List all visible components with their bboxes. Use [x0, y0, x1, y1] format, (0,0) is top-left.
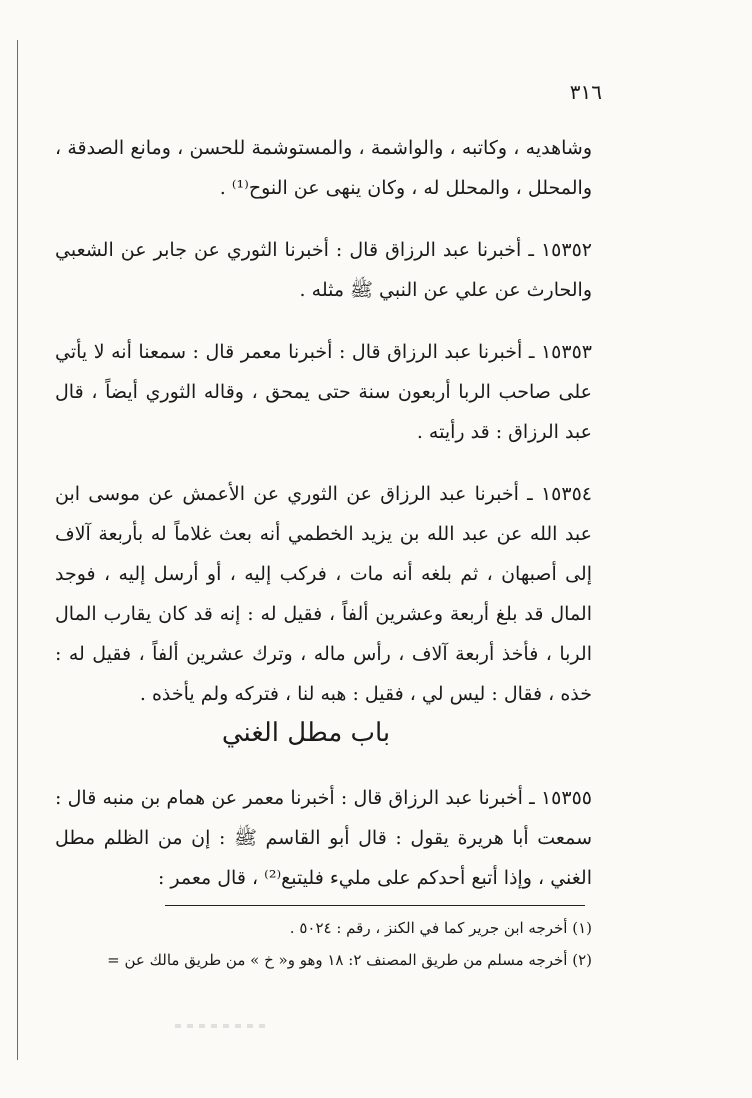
hadith-15355: ١٥٣٥٥ ـ أخبرنا عبد الرزاق قال : أخبرنا معمر عن همام بن منبه قال : سمعت أبا هريرة يقول : قال أبو القاسم ﷺ : إن من الظلم مطل الغني ، وإذا أتبع أحدكم على مليء فليتبع⁽²⁾ ، قال معمر :: [55, 787, 592, 889]
chapter-text: [55, 778, 592, 920]
footnote-divider: [165, 905, 585, 906]
scan-smudge: [175, 1024, 265, 1028]
chapter-heading: باب مطل الغني: [221, 718, 391, 748]
paragraph-1: وشاهديه ، وكاتبه ، والواشمة ، والمستوشمة للحسن ، ومانع الصدقة ، والمحلل ، والمحلل له ، وكان ينهى عن النوح⁽¹⁾ .: [55, 137, 592, 199]
hadith-15352: ١٥٣٥٢ ـ أخبرنا عبد الرزاق قال : أخبرنا الثوري عن جابر عن الشعبي والحارث عن علي عن النبي ﷺ مثله .: [55, 239, 592, 301]
footnote-2: (٢) أخرجه مسلم من طريق المصنف ٢: ١٨ وهو و« خ » من طريق مالك عن =: [107, 951, 592, 969]
main-text: [55, 128, 592, 736]
footnotes: [60, 912, 592, 976]
hadith-15353: ١٥٣٥٣ ـ أخبرنا عبد الرزاق قال : أخبرنا معمر قال : سمعنا أنه لا يأتي على صاحب الربا أربعون سنة حتى يمحق ، وقاله الثوري أيضاً ، قال عبد الرزاق : قد رأيته .: [55, 341, 592, 443]
hadith-15354: ١٥٣٥٤ ـ أخبرنا عبد الرزاق عن الثوري عن الأعمش عن موسى ابن عبد الله عن عبد الله بن يزيد الخطمي أنه بعث غلاماً له بأربعة آلاف إلى أصبهان ، ثم بلغه أنه مات ، فركب إليه ، أو أرسل إليه ، فوجد المال قد بلغ أربعة وعشرين ألفاً ، فقيل له : إنه قد كان يقارب المال الربا ، فأخذ أربعة آلاف ، رأس ماله ، وترك عشرين ألفاً ، فقيل له : خذه ، فقال : ليس لي ، فقيل : هبه لنا ، فتركه ولم يأخذه .: [55, 483, 592, 705]
page-number: ٣١٦: [569, 80, 602, 104]
footnote-1: (١) أخرجه ابن جرير كما في الكنز ، رقم : ٥٠٢٤ .: [289, 919, 592, 937]
